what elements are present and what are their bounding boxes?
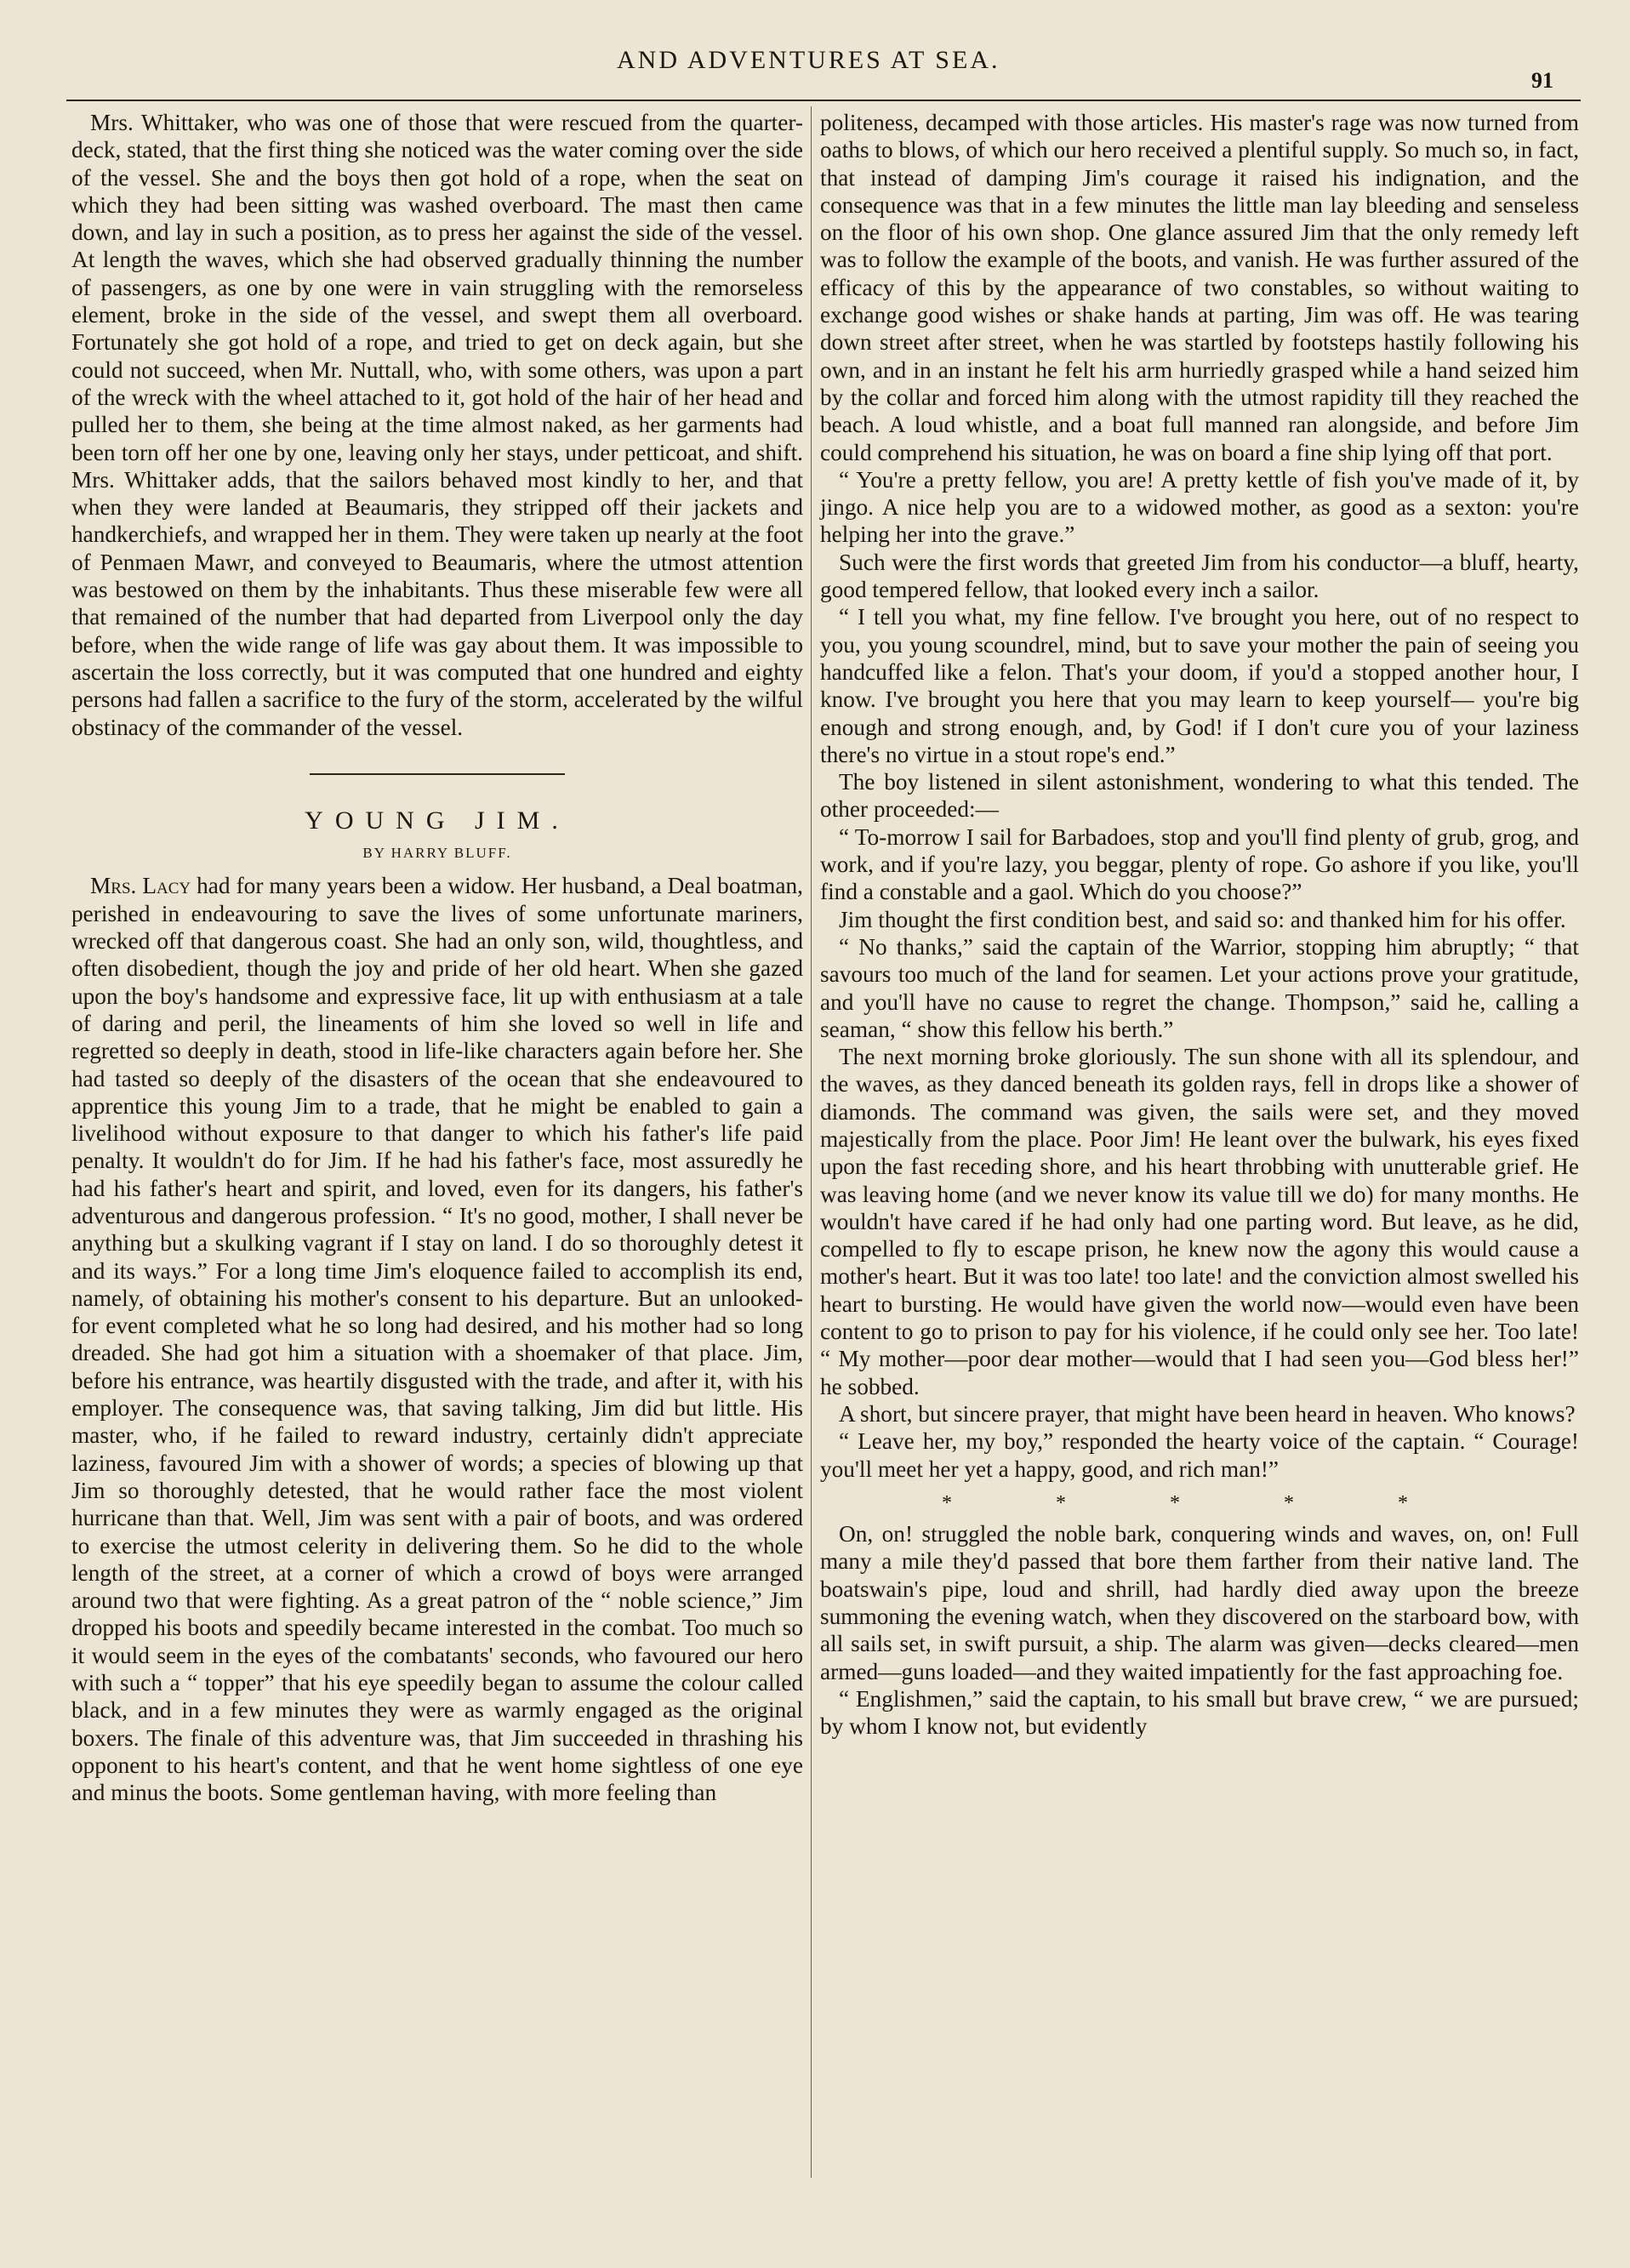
right-column (820, 109, 1579, 1741)
story-lead-words: Mrs. Lacy (90, 873, 191, 899)
paragraph: A short, but sincere prayer, that might have been heard in heaven. Who knows? (839, 1400, 1576, 1427)
paragraph-dialogue: “ To-morrow I sail for Barbadoes, stop and you'll find plenty of grub, grog, and work, and if you're lazy, you beggar, plenty of rope. Go ashore if you like, you'll find a constable and a gaol. Which do you choose?” (820, 823, 1579, 905)
paragraph-dialogue: “ You're a pretty fellow, you are! A pretty kettle of fish you've made of it, by jingo. A nice help you are to a widowed mother, as good as a sexton: you're helping her into the grave.” (820, 466, 1579, 548)
paragraph: On, on! struggled the noble bark, conquering winds and waves, on, on! Full many a mile they'd passed that bore them farther from their native land. The boatswain's pipe, loud and shrill, had hardly died away upon the breeze summoning the evening watch, when they discovered on the starboard bow, with all sails set, in swift pursuit, a ship. The alarm was given—decks cleared—men armed—guns loaded—and they waited impatiently for the fast approaching foe. (820, 1521, 1579, 1684)
paragraph-dialogue: “ I tell you what, my fine fellow. I've brought you here, out of no respect to you, you young scoundrel, mind, but to save your mother the pain of seeing you handcuffed like a felon. That's your doom, if you'd a stopped another hour, I know. I've brought you here that you may learn to keep yourself— you're big enough and strong enough, and, by God! if I don't cure you of your laziness there's no virtue in a stout rope's end.” (820, 604, 1579, 767)
paragraph: Jim thought the first condition best, and said so: and thanked him for his offer. (839, 906, 1566, 932)
header-rule (66, 100, 1581, 101)
paragraph-dialogue: “ Leave her, my boy,” responded the hearty voice of the captain. “ Courage! you'll meet her yet a happy, good, and rich man!” (820, 1428, 1579, 1482)
column-divider (811, 106, 812, 2178)
paragraph-story-opening (71, 872, 803, 1806)
paragraph-rescue-account: Mrs. Whittaker, who was one of those that were rescued from the quarter-deck, stated, that the first thing she noticed was the water coming over the side of the vessel. She and the boys then got hold of a rope, when the seat on which they had been sitting was washed overboard. The mast then came down, and lay in such a position, as to press her against the side of the vessel. At length the waves, which she had observed gradually thinning the number of passengers, as one by one were in vain struggling with the remorseless element, broke in the side of the vessel, and swept them all overboard. Fortunately she got hold of a rope, and tried to get on deck again, but she could not succeed, when Mr. Nuttall, who, with some others, was upon a part of the wreck with the wheel attached to it, got hold of the hair of her head and pulled her to them, she being at the time almost naked, as her garments had been torn off her one by one, leaving only her stays, under petticoat, and shift. Mrs. Whittaker adds, that the sailors behaved most kindly to her, and that when they were landed at Beaumaris, they stripped off their jackets and handkerchiefs, and wrapped her in them. They were taken up nearly at the foot of Penmaen Mawr, and conveyed to Beaumaris, where the utmost attention was bestowed on them by the inhabitants. Thus these miserable few were all that remained of the number that had departed from Liverpool only the day before, when the wide range of life was gay about them. It was impossible to ascertain the loss correctly, but it was computed that one hundred and eighty persons had fallen a sacrifice to the fury of the storm, accelerated by the wilful obstinacy of the commander of the vessel. (71, 110, 803, 740)
paragraph: Such were the first words that greeted Jim from his conductor—a bluff, hearty, good tempered fellow, that looked every inch a sailor. (820, 549, 1579, 603)
paragraph-dialogue: “ No thanks,” said the captain of the Warrior, stopping him abruptly; “ that savours too much of the land for seamen. Let your actions prove your gratitude, and you'll have no cause to regret the change. Thompson,” said he, calling a seaman, “ show this fellow his berth.” (820, 933, 1579, 1042)
page-number: 91 (1531, 68, 1553, 93)
paragraph-dialogue: “ Englishmen,” said the captain, to his small but brave crew, “ we are pursued; by whom I know not, but evidently (820, 1685, 1579, 1740)
running-title: AND ADVENTURES AT SEA. (617, 46, 1000, 74)
left-column (71, 109, 803, 1807)
story-title: YOUNG JIM. (305, 806, 570, 835)
section-asterisks: * * * * * (942, 1491, 1457, 1514)
page-header (0, 34, 1630, 93)
story-opening-text: had for many years been a widow. Her husband, a Deal boatman, perished in endeavouring to save the lives of some unfortunate mariners, wrecked off that dangerous coast. She had an only son, wild, thoughtless, and often disobedient, though the joy and pride of her old heart. When she gazed upon the boy's handsome and expressive face, lit up with enthusiasm at a tale of daring and peril, the lineaments of him she loved so well in life and regretted so deeply in death, stood in life-like characters again before her. She had tasted so deeply of the disasters of the ocean that she endeavoured to apprentice this young Jim to a trade, that he might be enabled to gain a livelihood without exposure to that danger to which his father's life paid penalty. It wouldn't do for Jim. If he had his father's face, most assuredly he had his father's heart and spirit, and loved, even for its dangers, his father's adventurous and dangerous profession. “ It's no good, mother, I shall never be anything but a skulking vagrant if I stay on land. I do so thoroughly detest it and its ways.” For a long time Jim's eloquence failed to accomplish its end, namely, of obtaining his mother's consent to his departure. But an unlooked-for event completed what he so long had desired, and his mother had so long dreaded. She had got him a situation with a shoemaker of that place. Jim, before his entrance, was heartily disgusted with the trade, and after it, with his employer. The consequence was, that saving talking, Jim did but little. His master, who, if he failed to reward industry, certainly didn't appreciate laziness, favoured Jim with a shower of words; a species of blowing up that Jim so thoroughly detested, that he would rather face the most violent hurricane than that. Well, Jim was sent with a pair of boots, and was ordered to exercise the utmost celerity in delivering them. So he did to the whole length of the street, at a corner of which a crowd of boys were arranged around two that were fighting. As a great patron of the “ noble science,” Jim dropped his boots and speedily became interested in the combat. Too much so it would seem in the eyes of the combatants' seconds, who favoured our hero with such a “ topper” that his eye speedily began to assume the colour called black, and in a few minutes they were as warmly engaged as the original boxers. The finale of this adventure was, that Jim succeeded in thrashing his opponent to his heart's content, and that he went home sightless of one eye and minus the boots. Some gentleman having, with more feeling than (71, 873, 803, 1806)
paragraph: The next morning broke gloriously. The sun shone with all its splendour, and the waves, as they danced beneath its golden rays, fell in drops like a shower of diamonds. The command was given, the sails were set, and they moved majestically from the place. Poor Jim! He leant over the bulwark, his eyes fixed upon the fast receding shore, and his heart throbbing with unutterable grief. He was leaving home (and we never know its value till we do) for many months. He wouldn't have cared if he had only had one parting word. But leave, as he did, compelled to fly to escape prison, he knew now the agony this would cause a mother's heart. But it was too late! too late! and the conviction almost swelled his heart to bursting. He would have given the world now—would even have been content to go to prison to pay for his violence, if he could only see her. Too late! “ My mother—poor dear mother—would that I had seen you—God bless her!” he sobbed. (820, 1044, 1579, 1399)
paragraph: The boy listened in silent astonishment, wondering to what this tended. The other proceeded:— (820, 769, 1579, 823)
story-byline: BY HARRY BLUFF. (362, 845, 512, 862)
paragraph-continuation: politeness, decamped with those articles. His master's rage was now turned from oaths to blows, of which our hero received a plentiful supply. So much so, in fact, that instead of damping Jim's courage it raised his indignation, and the consequence was that in a few minutes the little man lay bleeding and senseless on the floor of his own shop. One glance assured Jim that the only remedy left was to follow the example of the boots, and vanish. He was further assured of the efficacy of this by the appearance of two constables, so without waiting to exchange good wishes or shake hands at parting, Jim was off. He was tearing down street after street, when he was startled by footsteps hastily following his own, and in an instant he felt his arm hurriedly grasped while a hand seized him by the collar and forced him along with the utmost rapidity till they reached the beach. A loud whistle, and a boat full manned ran alongside, and before Jim could comprehend his situation, he was on board a fine ship lying off that port. (820, 110, 1580, 465)
section-divider (310, 773, 565, 775)
